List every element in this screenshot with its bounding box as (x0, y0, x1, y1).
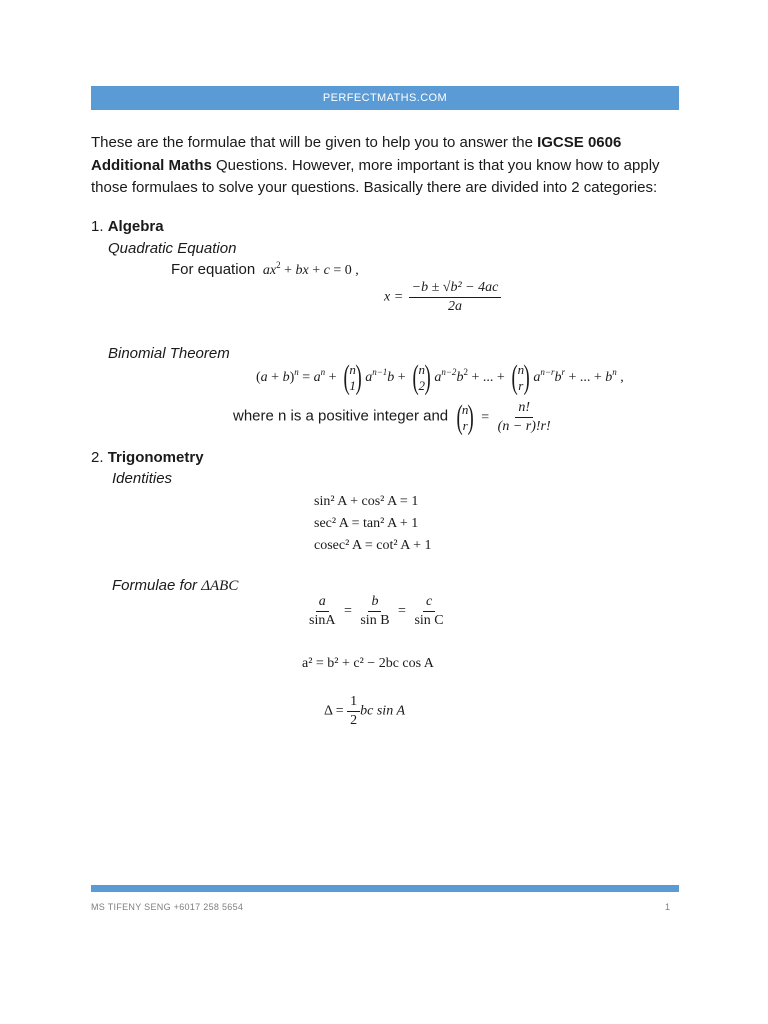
area-frac-den: 2 (350, 713, 358, 728)
section-2-number: 2. (91, 449, 108, 466)
identity-line: sin² A + cos² A = 1 (314, 494, 419, 509)
intro-paragraph (91, 132, 691, 200)
for-equation-label: For equation (171, 261, 256, 278)
triangle-heading-prefix: Formulae for (112, 577, 202, 594)
quadratic-equation: $ax^2$ + bx + c = 0 , (262, 260, 359, 278)
footer-author: MS TIFENY SENG +6017 258 5654 (91, 902, 244, 912)
section-1-title: Algebra (107, 218, 164, 235)
intro-bold-2: Additional Maths (91, 156, 212, 174)
sine-rule: $\frac{a}{\sin A}$ = $\frac{b}{\text{sin B}}$ = $\frac{c}{\text{sin C}}$ (304, 594, 449, 629)
identities-list (314, 491, 432, 557)
identity-line: cosec² A = cot² A + 1 (314, 538, 432, 553)
section-2-heading (91, 449, 204, 466)
header-banner (91, 86, 679, 110)
sine-rule-num: b (368, 594, 381, 612)
binomial-coefficient-def: ( n r ) = $\frac{n!}{(n - r)!r!}$ (453, 410, 556, 425)
sine-rule-den: sin B (360, 613, 390, 628)
triangle-heading-math: ΔABC (201, 578, 239, 594)
section-1-number: 1. (91, 218, 108, 235)
binomial-where-line (233, 400, 556, 435)
area-lhs: Δ = (324, 703, 344, 719)
page-number: 1 (665, 902, 671, 912)
cosine-rule: a² = b² + c² − 2bc cos A (302, 656, 434, 671)
sine-rule-num: c (423, 594, 435, 612)
binom-def-denominator: (n − r)!r! (497, 419, 551, 434)
binomial-heading: Binomial Theorem (108, 345, 230, 362)
binom-def-numerator: n! (515, 400, 533, 418)
quadratic-fraction (409, 280, 502, 315)
section-2-title: Trigonometry (107, 449, 204, 466)
section-1-heading (91, 218, 164, 235)
sine-rule-num: a (316, 594, 329, 612)
area-rhs: bc sin A (360, 703, 405, 719)
identity-line: sec² A = tan² A + 1 (314, 516, 419, 531)
quadratic-denominator: 2a (448, 299, 463, 314)
intro-bold-1: IGCSE 0606 (537, 134, 622, 151)
sine-rule-den: sin C (414, 613, 444, 628)
identities-heading: Identities (112, 470, 173, 487)
quadratic-heading: Quadratic Equation (108, 240, 237, 257)
binom-n-1: ( n 1 ) (343, 359, 362, 396)
binomial-where-text: where n is a positive integer and (233, 407, 449, 425)
binomial-expansion: $(a + b)^n = a^n$ + ( n 1 ) $a^{n-1}b$ + ( n 2 ) $a^{n-2}b^2$ + ... + ( n r ) $a^{n-r}b^r$ + ... + $b^n$ , (256, 359, 624, 396)
footer-bar (91, 885, 679, 892)
quadratic-equation-line (171, 261, 359, 279)
sine-rule-den: sinA (309, 613, 336, 628)
triangle-area-formula (324, 694, 405, 729)
area-frac-num: 1 (347, 694, 360, 712)
intro-text-1: These are the formulae that will be given to help you to answer the (91, 134, 538, 151)
intro-text-2: Questions. However, more important is that you know how to apply those formulaes to solve your questions. Basically there are divided into 2 categories: (91, 156, 660, 196)
quadratic-x-eq: x = (384, 289, 404, 305)
binom-n-r: ( n r ) (511, 359, 530, 396)
quadratic-numerator: −b ± √b² − 4ac (409, 280, 502, 298)
triangle-heading (112, 577, 238, 595)
quadratic-formula (384, 280, 503, 315)
banner-text: PERFECTMATHS.COM (322, 92, 448, 104)
binom-n-2: ( n 2 ) (412, 359, 431, 396)
